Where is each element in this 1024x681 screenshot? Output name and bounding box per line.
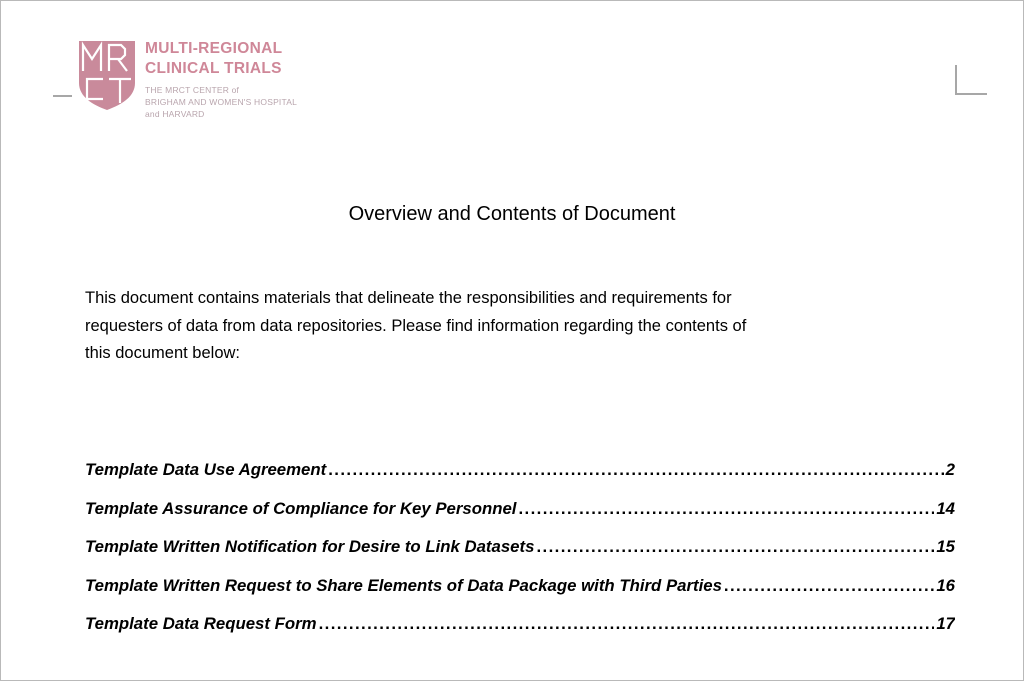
toc-entry[interactable] — [85, 535, 955, 574]
crop-mark-left — [53, 95, 72, 97]
document-title: Overview and Contents of Document — [348, 203, 676, 225]
intro-paragraph — [85, 285, 945, 368]
logo-subtitle-line: and HARVARD — [145, 109, 205, 119]
table-of-contents — [85, 458, 955, 651]
toc-entry-label[interactable]: Template Written Notification for Desire to Link Datasets — [85, 537, 535, 556]
toc-entry[interactable] — [85, 458, 955, 497]
toc-entry-page[interactable]: 14 — [936, 498, 955, 518]
intro-line: This document contains materials that delineate the responsibilities and requirements for — [85, 289, 732, 307]
intro-line: this document below: — [85, 344, 241, 362]
logo-subtitle — [145, 84, 297, 120]
toc-entry-page[interactable]: 2 — [945, 460, 955, 479]
intro-line: requesters of data from data repositories. Please find information regarding the contents of — [85, 316, 747, 335]
toc-entry-label[interactable]: Template Written Request to Share Elements of Data Package with Third Parties — [85, 575, 722, 595]
toc-entry[interactable] — [85, 497, 955, 536]
toc-entry[interactable] — [85, 574, 955, 613]
toc-entry-page[interactable]: 16 — [936, 575, 955, 595]
toc-leader-dots — [328, 458, 943, 482]
toc-leader-dots — [518, 497, 934, 521]
toc-entry[interactable] — [85, 612, 955, 651]
mrct-logo-mark — [77, 39, 137, 111]
toc-leader-dots — [536, 535, 934, 559]
logo-subtitle-line: BRIGHAM AND WOMEN'S HOSPITAL — [145, 97, 298, 107]
logo-subtitle-line: THE MRCT CENTER of — [145, 85, 240, 95]
mrct-logo — [77, 39, 317, 129]
toc-entry-label[interactable]: Template Data Use Agreement — [85, 460, 327, 479]
toc-leader-dots — [724, 574, 934, 598]
logo-title-line: MULTI-REGIONAL — [145, 40, 283, 57]
logo-title — [145, 39, 282, 79]
toc-entry-page[interactable]: 17 — [936, 614, 955, 633]
crop-mark-right — [955, 65, 987, 95]
toc-leader-dots — [319, 612, 935, 636]
toc-entry-label[interactable]: Template Assurance of Compliance for Key Personnel — [85, 498, 517, 518]
toc-entry-label[interactable]: Template Data Request Form — [85, 614, 317, 633]
logo-title-line: CLINICAL TRIALS — [145, 60, 282, 77]
toc-entry-page[interactable]: 15 — [936, 537, 955, 556]
